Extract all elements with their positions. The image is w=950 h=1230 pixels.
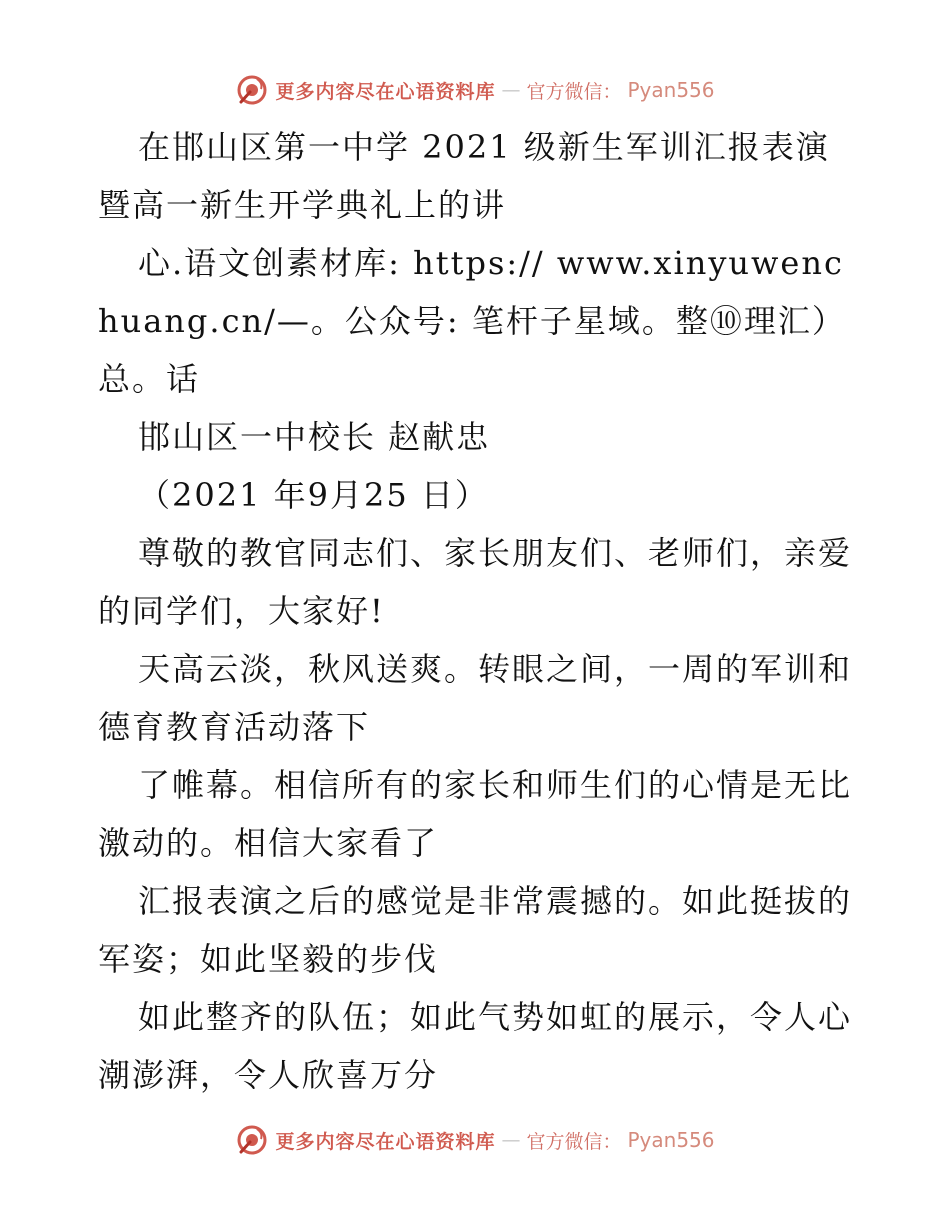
paragraph-title: 在邯山区第一中学 2021 级新生军训汇报表演暨高一新生开学典礼上的讲 [98,128,830,224]
watermark-main-text: 更多内容尽在心语资料库 [275,1130,496,1153]
header-watermark [0,70,950,110]
watermark-wechat-label: 官方微信： [526,1130,622,1153]
paragraph-author: 邯山区一中校长 赵献忠 [138,418,491,456]
paragraph-greeting: 尊敬的教官同志们、家长朋友们、老师们，亲爱的同学们，大家好! [98,534,853,630]
flower-pen-logo-icon [235,73,269,107]
watermark-separator: — [501,79,521,101]
paragraph-body: 天高云淡，秋风送爽。转眼之间，一周的军训和德育教育活动落下 [98,650,853,746]
document-body [98,118,858,1104]
paragraph-body: 了帷幕。相信所有的家长和师生们的心情是无比激动的。相信大家看了 [98,766,853,862]
watermark-wechat-id: Pyan556 [627,78,715,102]
paragraph-body: 如此整齐的队伍；如此气势如虹的展示，令人心潮澎湃，令人欣喜万分 [98,998,853,1094]
watermark-wechat-label: 官方微信： [526,80,622,103]
paragraph-source-note: 心.语文创素材库: https:// www.xinyuwenchuang.cn/—。公众号: 笔杆子星域。整⑩理汇）总。话 [98,244,846,398]
watermark-main-text: 更多内容尽在心语资料库 [275,80,496,103]
footer-watermark [0,1120,950,1160]
paragraph-body: 汇报表演之后的感觉是非常震撼的。如此挺拔的军姿；如此坚毅的步伐 [98,882,853,978]
watermark-wechat-id: Pyan556 [627,1128,715,1152]
flower-pen-logo-icon [235,1123,269,1157]
paragraph-date: （2021 年9月25 日） [138,476,489,514]
watermark-separator: — [501,1129,521,1151]
